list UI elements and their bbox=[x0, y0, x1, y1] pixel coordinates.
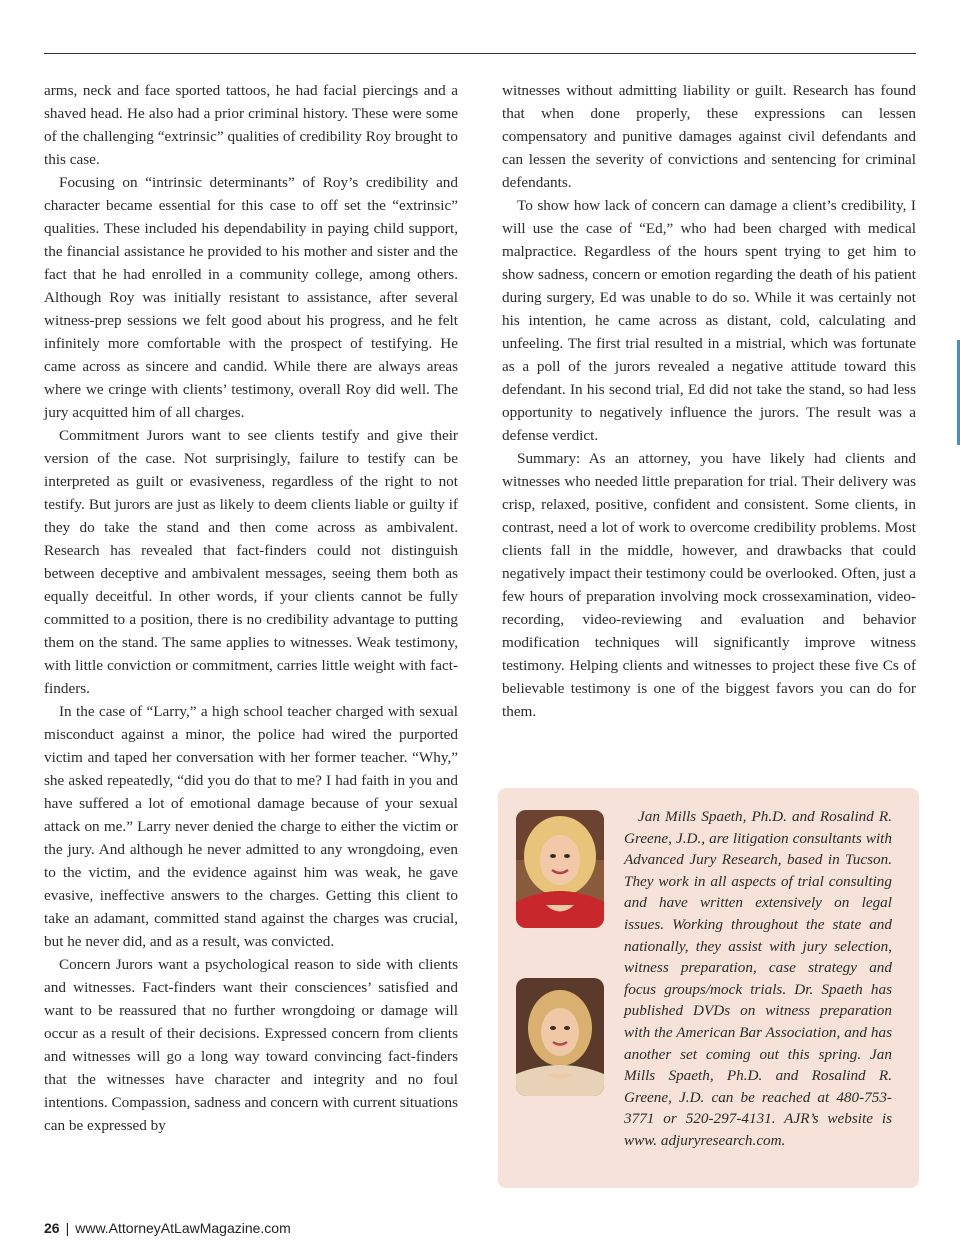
paragraph: arms, neck and face sported tattoos, he had facial piercings and a shaved head. He also had a prior criminal history. These were some of the challenging “extrinsic” qualities of credibility Roy brought to this case. bbox=[44, 82, 458, 168]
page-number: 26 bbox=[44, 1220, 60, 1236]
paragraph: Summary: As an attorney, you have likely had clients and witnesses who needed little preparation for trial. Their delivery was crisp, relaxed, positive, confident and consistent. Some clients, in contrast, need a lot of work to overcome credibility problems. Most clients fall in the middle, however, and drawbacks that could negatively impact their testimony could be overlooked. Often, just a few hours of preparation involving mock crossexamination, video-recording, video-reviewing and evaluation and behavior modification techniques will significantly improve witness testimony. Helping clients and witnesses to project these five Cs of believable testimony is one of the biggest favors you can do for them. bbox=[502, 450, 916, 720]
footer-separator: | bbox=[65, 1220, 70, 1236]
paragraph: To show how lack of concern can damage a client’s credibility, I will use the case of “Ed,” who had been charged with medical malpractice. Regardless of the hours spent trying to get him to show sadness, concern or emotion regarding the death of his patient during surgery, Ed was unable to do so. While it was certainly not his intention, he came across as distant, cold, calculating and unfeeling. The first trial resulted in a mistrial, which was fortunate as a poll of the jurors revealed a negative attitude toward this defendant. In his second trial, Ed did not take the stand, so had less opportunity to negatively influence the jurors. The result was a defense verdict. bbox=[502, 197, 916, 444]
paragraph: witnesses without admitting liability or guilt. Research has found that when done properly, these expressions can lessen compensatory and punitive damages against civil defendants and can lessen the severity of convictions and sentencing for criminal defendants. bbox=[502, 82, 916, 191]
author-photo-spaeth bbox=[516, 810, 604, 928]
header-rule bbox=[44, 53, 916, 54]
article-column-right bbox=[502, 79, 916, 723]
paragraph: Concern Jurors want a psychological reason to side with clients and witnesses. Fact-finders want their consciences’ satisfied and want to be reassured that no further wrongdoing or damage will occur as a result of their decisions. Expressed concern from clients and witnesses will go a long way toward convincing fact-finders that the witnesses have character and integrity and no foul intentions. Compassion, sadness and concern with current situations can be expressed by bbox=[44, 956, 458, 1134]
author-bio-text bbox=[624, 806, 892, 1152]
bio-paragraph: Jan Mills Spaeth, Ph.D. and Rosalind R. Greene, J.D., are litigation consultants with Advanced Jury Research, based in Tucson. They work in all aspects of trial consulting and have written extensively on legal issues. Working throughout the state and nationally, they assist with jury selection, witness preparation, case strategy and focus groups/mock trials. Dr. Spaeth has published DVDs on witness preparation with the American Bar Association, and has another set coming out this spring. Jan Mills Spaeth, Ph.D. and Rosalind R. Greene, J.D. can be reached at 480-753-3771 or 520-297-4131. AJR’s website is www. adjuryresearch.com. bbox=[624, 808, 892, 1149]
author-photo-greene bbox=[516, 978, 604, 1096]
article-column-left bbox=[44, 79, 458, 1137]
paragraph: Focusing on “intrinsic determinants” of Roy’s credibility and character became essential for this case to off set the “extrinsic” qualities. These included his dependability in paying child support, the financial assistance he provided to his mother and sister and the fact that he had enrolled in a community college, among others. Although Roy was initially resistant to assistance, after several witness-prep sessions we felt good about his progress, and he felt infinitely more comfortable with the prospect of testifying. He came across as sincere and candid. While there are always areas where we cringe with clients’ testimony, overall Roy did well. The jury acquitted him of all charges. bbox=[44, 174, 458, 421]
author-bio-box bbox=[498, 788, 919, 1188]
page-footer bbox=[44, 1220, 291, 1236]
paragraph: Commitment Jurors want to see clients testify and give their version of the case. Not surprisingly, failure to testify can be interpreted as guilt or evasiveness, regardless of the right to not testify. But jurors are just as likely to deem clients liable or guilty if they do take the stand and then come across as ambivalent. Research has revealed that fact-finders could not distinguish between deceptive and ambivalent messages, seeing them both as equally deceitful. In other words, if your clients cannot be fully committed to a position, there is no credibility advantage to putting them on the stand. The same applies to witnesses. Weak testimony, with little conviction or commitment, carries little weight with fact-finders. bbox=[44, 427, 458, 697]
paragraph: In the case of “Larry,” a high school teacher charged with sexual misconduct against a minor, the police had wired the purported victim and taped her conversation with her former teacher. “Why,” she asked repeatedly, “did you do that to me? I had faith in you and have suffered a lot of emotional damage because of your sexual attack on me.” Larry never denied the charge to either the victim or the jury. And although he never admitted to any wrongdoing, even to the victim, and the evidence against him was weak, he gave evasive, ineffective answers to the charges. Getting this client to take an adamant, committed stand against the charges was crucial, but he never did, and as a result, was convicted. bbox=[44, 703, 458, 950]
footer-website-link[interactable]: www.AttorneyAtLawMagazine.com bbox=[75, 1220, 291, 1236]
